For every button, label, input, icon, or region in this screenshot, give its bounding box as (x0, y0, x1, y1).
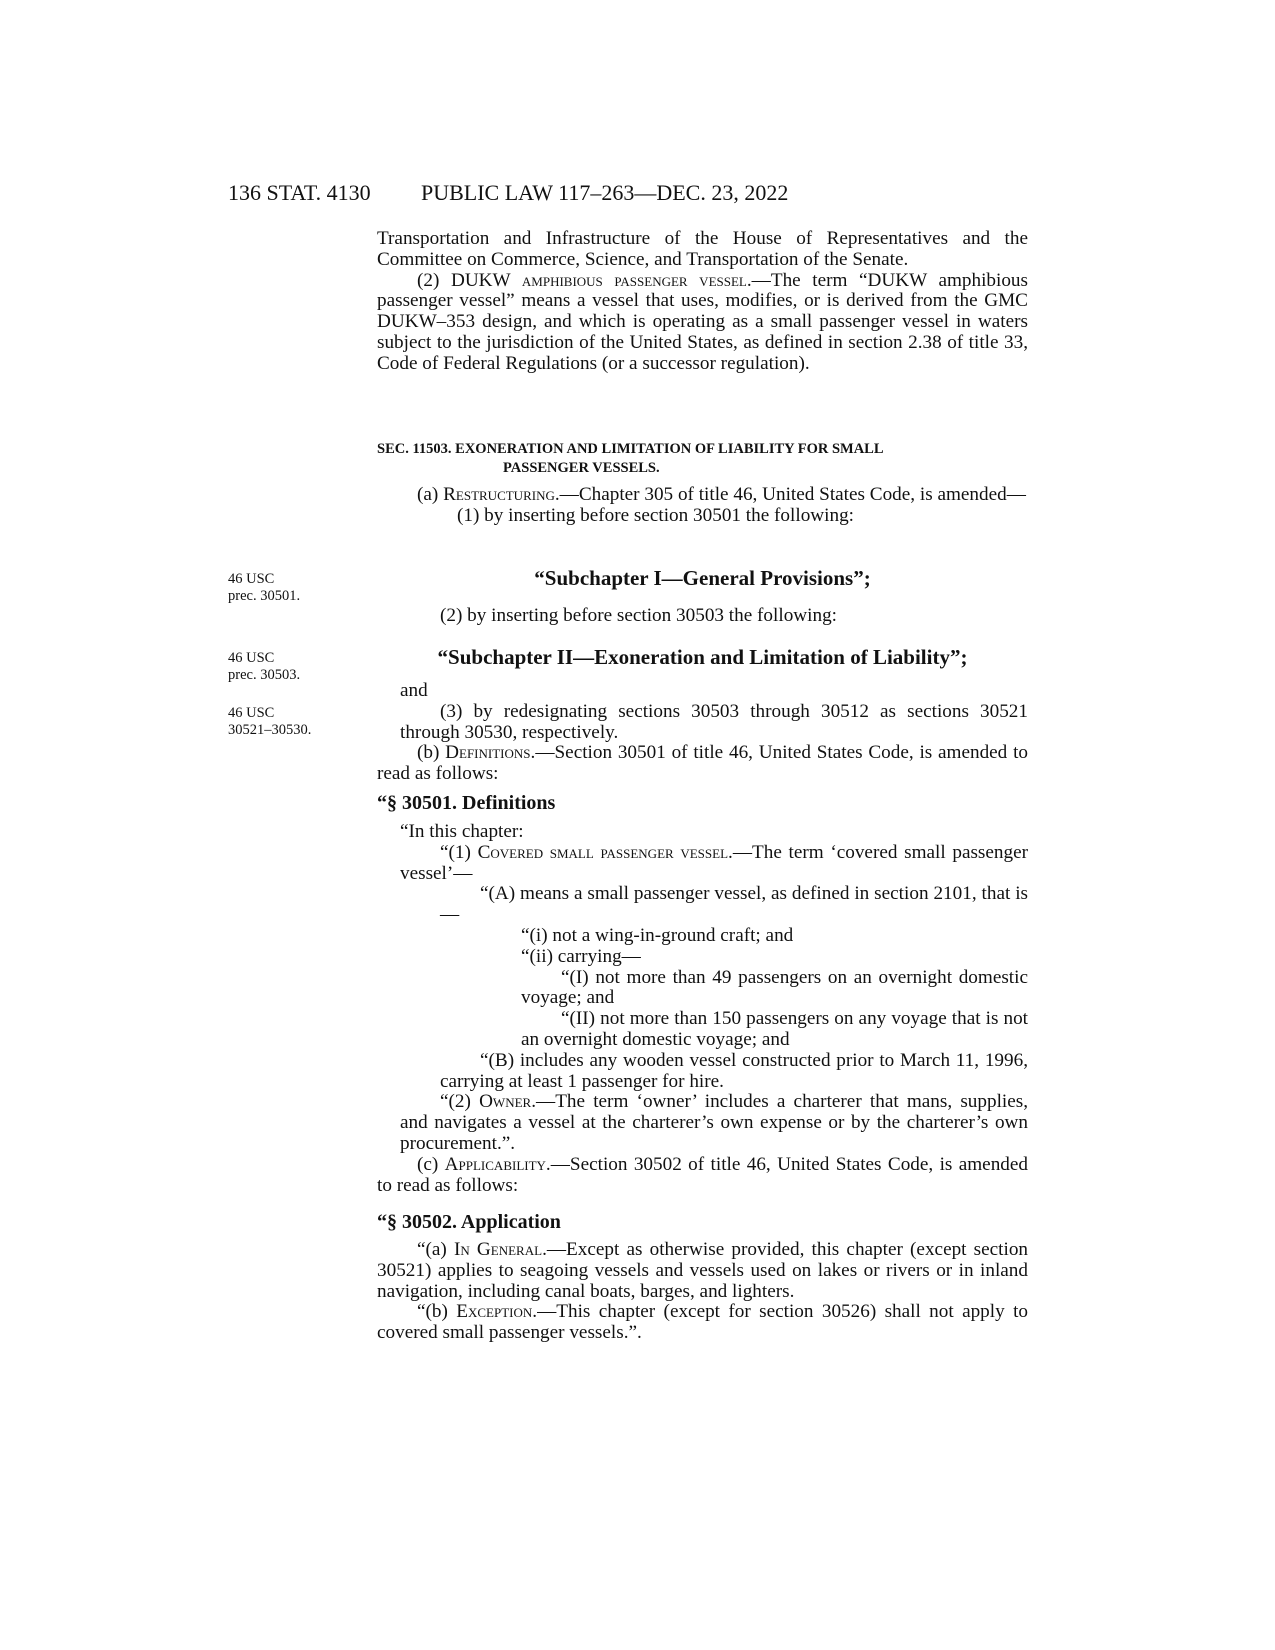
section-heading: SEC. 11503. EXONERATION AND LIMITATION OF LIABILITY FOR SMALL PASSENGER VESSELS. (377, 441, 884, 476)
restructuring-block (377, 485, 1028, 527)
application-block (377, 1240, 1028, 1344)
restructuring-paragraph: (a) Restructuring.—Chapter 305 of title 46, United States Code, is amended— (417, 484, 1026, 505)
subchapter-2-heading: “Subchapter II—Exoneration and Limitation of Liability”; (437, 645, 968, 669)
subchapter-1-heading: “Subchapter I—General Provisions”; (534, 566, 871, 590)
definition-1-B: “(B) includes any wooden vessel constructed prior to March 11, 1996, carrying at least 1 passenger for hire. (440, 1049, 1028, 1092)
definition-1-heading: Covered small passenger vessel (477, 841, 729, 863)
and-text: and (400, 680, 428, 701)
dukw-definition-paragraph: (2) DUKW amphibious passenger vessel.—The term “DUKW amphibious passenger vessel” means a vessel that uses, modifies, or is derived from the GMC DUKW–353 design, and which is operating as a small passenger vessel in waters subject to the jurisdiction of the United States, as defined in section 2.38 of title 33, Code of Federal Regulations (or a successor regulation). (377, 269, 1028, 374)
applicability-amendment-paragraph: (c) Applicability.—Section 30502 of title 46, United States Code, is amended to read as follows: (377, 1153, 1028, 1196)
definitions-block (377, 822, 1028, 1196)
exception-heading: Exception (456, 1301, 533, 1323)
item-1: (1) by inserting before section 30501 the following: (457, 504, 854, 526)
applicability-heading: Applicability (444, 1153, 546, 1175)
opening-block (377, 229, 1028, 375)
definitions-intro: “In this chapter: (400, 821, 524, 842)
continuation-paragraph: Transportation and Infrastructure of the House of Representatives and the Committee on Commerce, Science, and Transportation of the Senate. (377, 228, 1028, 270)
definition-2-heading: Owner (479, 1091, 532, 1113)
item-2-block (377, 606, 1028, 627)
definition-1-A: “(A) means a small passenger vessel, as defined in section 2101, that is— (440, 883, 1028, 926)
in-general-heading: In General (453, 1239, 543, 1260)
definitions-heading: Definitions (445, 742, 531, 764)
definition-2: “(2) Owner.—The term ‘owner’ includes a charterer that mans, supplies, and navigates a vessel at the charterer’s own expense or by the charterer’s own procurement.”. (400, 1091, 1029, 1154)
definition-1-A-i: “(i) not a wing-in-ground craft; and (521, 924, 794, 946)
item-3: (3) by redesignating sections 30503 through 30512 as sections 30521 through 30530, respectively. (400, 700, 1028, 743)
law-title: PUBLIC LAW 117–263—DEC. 23, 2022 (421, 180, 789, 205)
definitions-amendment-paragraph: (b) Definitions.—Section 30501 of title 46, United States Code, is amended to read as follows: (377, 742, 1028, 785)
dukw-heading: amphibious passenger vessel (521, 269, 747, 291)
section-30501-title: “§ 30501. Definitions (377, 792, 556, 814)
page-number: 136 STAT. 4130 (228, 180, 371, 205)
margin-note-1: 46 USC prec. 30501. (228, 571, 301, 604)
after-subchapter-2-block (377, 681, 1028, 785)
restructuring-heading: Restructuring (443, 484, 555, 505)
application-general: “(a) In General.—Except as otherwise provided, this chapter (except section 30521) applies to seagoing vessels and vessels used on lakes or rivers or in inland navigation, including canal boats, barges, and lighters. (377, 1239, 1029, 1302)
margin-note-2: 46 USC prec. 30503. (228, 650, 301, 683)
definition-1-A-ii: “(ii) carrying— (521, 945, 641, 967)
application-exception: “(b) Exception.—This chapter (except for section 30526) shall not apply to covered small passenger vessels.”. (377, 1301, 1028, 1344)
margin-note-3: 46 USC 30521–30530. (228, 705, 312, 738)
definition-1: “(1) Covered small passenger vessel.—The term ‘covered small passenger vessel’— (400, 841, 1029, 884)
definition-1-A-ii-I: “(I) not more than 49 passengers on an overnight domestic voyage; and (521, 966, 1028, 1009)
definition-1-A-ii-II: “(II) not more than 150 passengers on any voyage that is not an overnight domestic voyage; and (521, 1008, 1028, 1050)
item-2: (2) by inserting before section 30503 the following: (440, 605, 837, 626)
section-30502-title: “§ 30502. Application (377, 1211, 561, 1233)
